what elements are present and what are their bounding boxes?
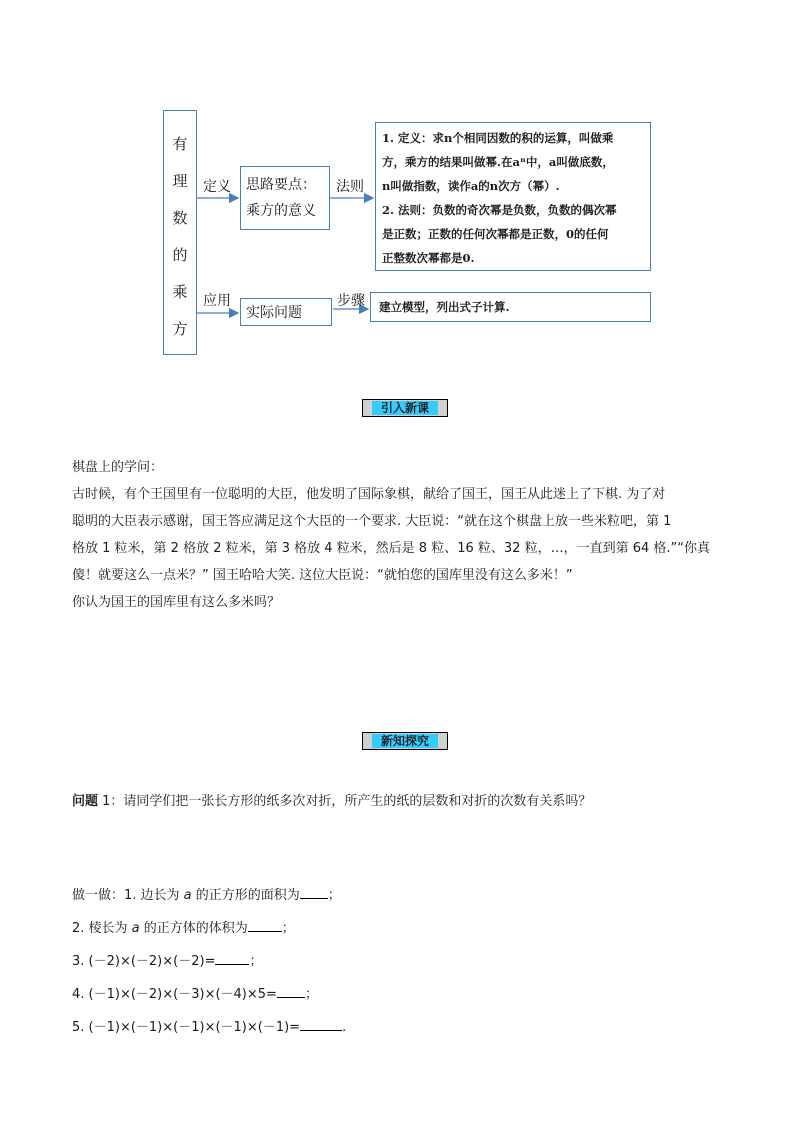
practice-text: .	[342, 1020, 347, 1035]
rule-line: 1. 定义：求n个相同因数的积的运算，叫做乘	[382, 131, 614, 145]
section-tag-label: 新知探究	[372, 734, 438, 748]
practice-item-5	[72, 1016, 346, 1035]
practice-item-2	[72, 917, 295, 936]
practical-problem-label: 实际问题	[246, 305, 302, 321]
section-tag-explore	[362, 732, 448, 750]
topic-char: 乘	[172, 283, 188, 301]
question-1	[72, 790, 591, 809]
variable: a	[131, 921, 140, 936]
practice-text: 的正方体的体积为	[139, 921, 248, 936]
rule-line: 2. 法则：负数的奇次幂是负数，负数的偶次幂	[382, 203, 617, 217]
intro-story	[72, 454, 727, 616]
label-apply: 应用	[203, 293, 231, 309]
practice-item-3	[72, 950, 262, 969]
intro-line: 聪明的大臣表示感谢，国王答应满足这个大臣的一个要求. 大臣说：“就在这个棋盘上放一些米粒吧，第 1	[72, 514, 672, 529]
intro-line: 傻！就要这么一点米？” 国王哈哈大笑. 这位大臣说：“就怕您的国库里没有这么多米！”	[72, 568, 573, 583]
intro-line: 格放 1 粒米，第 2 格放 2 粒米，第 3 格放 4 粒米，然后是 8 粒、16 粒、32 粒，…，一直到第 64 格.”“你真	[72, 541, 710, 556]
practice-text: ；	[249, 954, 263, 969]
label-define: 定义	[203, 179, 231, 195]
intro-line: 古时候，有个王国里有一位聪明的大臣，他发明了国际象棋，献给了国王，国王从此迷上了下棋. 为了对	[72, 487, 666, 502]
practice-text: ；	[304, 987, 318, 1002]
label-step: 步骤	[337, 293, 365, 309]
answer-blank[interactable]	[215, 952, 249, 965]
steps-box	[370, 292, 651, 322]
intro-heading: 棋盘上的学问：	[72, 460, 164, 475]
answer-blank[interactable]	[300, 1018, 342, 1031]
practice-text: 5. (－1)×(－1)×(－1)×(－1)×(－1)=	[72, 1020, 301, 1035]
rule-line: 是正数；正数的任何次幂都是正数，0的任何	[382, 227, 609, 241]
steps-text: 建立模型，列出式子计算.	[379, 300, 510, 314]
practical-problem-box	[240, 298, 332, 326]
practice-text: ；	[281, 921, 295, 936]
rule-line: 正整数次幂都是0.	[382, 251, 475, 265]
answer-blank[interactable]	[277, 985, 305, 998]
section-tag-intro	[362, 399, 448, 417]
idea-line: 思路要点：	[246, 177, 316, 193]
topic-char: 方	[172, 320, 188, 338]
practice-item-4	[72, 983, 318, 1002]
rule-line: n叫做指数，读作a的n次方（幂）.	[382, 179, 560, 193]
idea-box	[240, 166, 330, 230]
definition-rule-box	[375, 122, 651, 271]
question-text: 1：请同学们把一张长方形的纸多次对折，所产生的纸的层数和对折的次数有关系吗？	[98, 794, 592, 809]
variable: a	[183, 888, 192, 903]
intro-line: 你认为国王的国库里有这么多米吗？	[72, 595, 281, 610]
practice-text: ；	[327, 888, 341, 903]
practice-item-1	[72, 884, 341, 903]
answer-blank[interactable]	[300, 886, 328, 899]
topic-char: 的	[172, 246, 188, 264]
practice-text: 3. (－2)×(－2)×(－2)=	[72, 954, 216, 969]
topic-char: 数	[172, 209, 188, 227]
label-rule: 法则	[336, 179, 364, 195]
topic-char: 理	[172, 172, 188, 190]
rule-line: 方，乘方的结果叫做幂.在aⁿ中，a叫做底数，	[382, 155, 614, 169]
answer-blank[interactable]	[248, 919, 282, 932]
practice-text: 的正方形的面积为	[191, 888, 300, 903]
practice-text: 做一做：1. 边长为	[72, 888, 184, 903]
question-label: 问题	[72, 794, 99, 809]
practice-text: 2. 棱长为	[72, 921, 132, 936]
section-tag-label: 引入新课	[372, 401, 438, 415]
idea-line: 乘方的意义	[246, 203, 316, 219]
topic-char: 有	[172, 135, 188, 153]
practice-text: 4. (－1)×(－2)×(－3)×(－4)×5=	[72, 987, 277, 1002]
